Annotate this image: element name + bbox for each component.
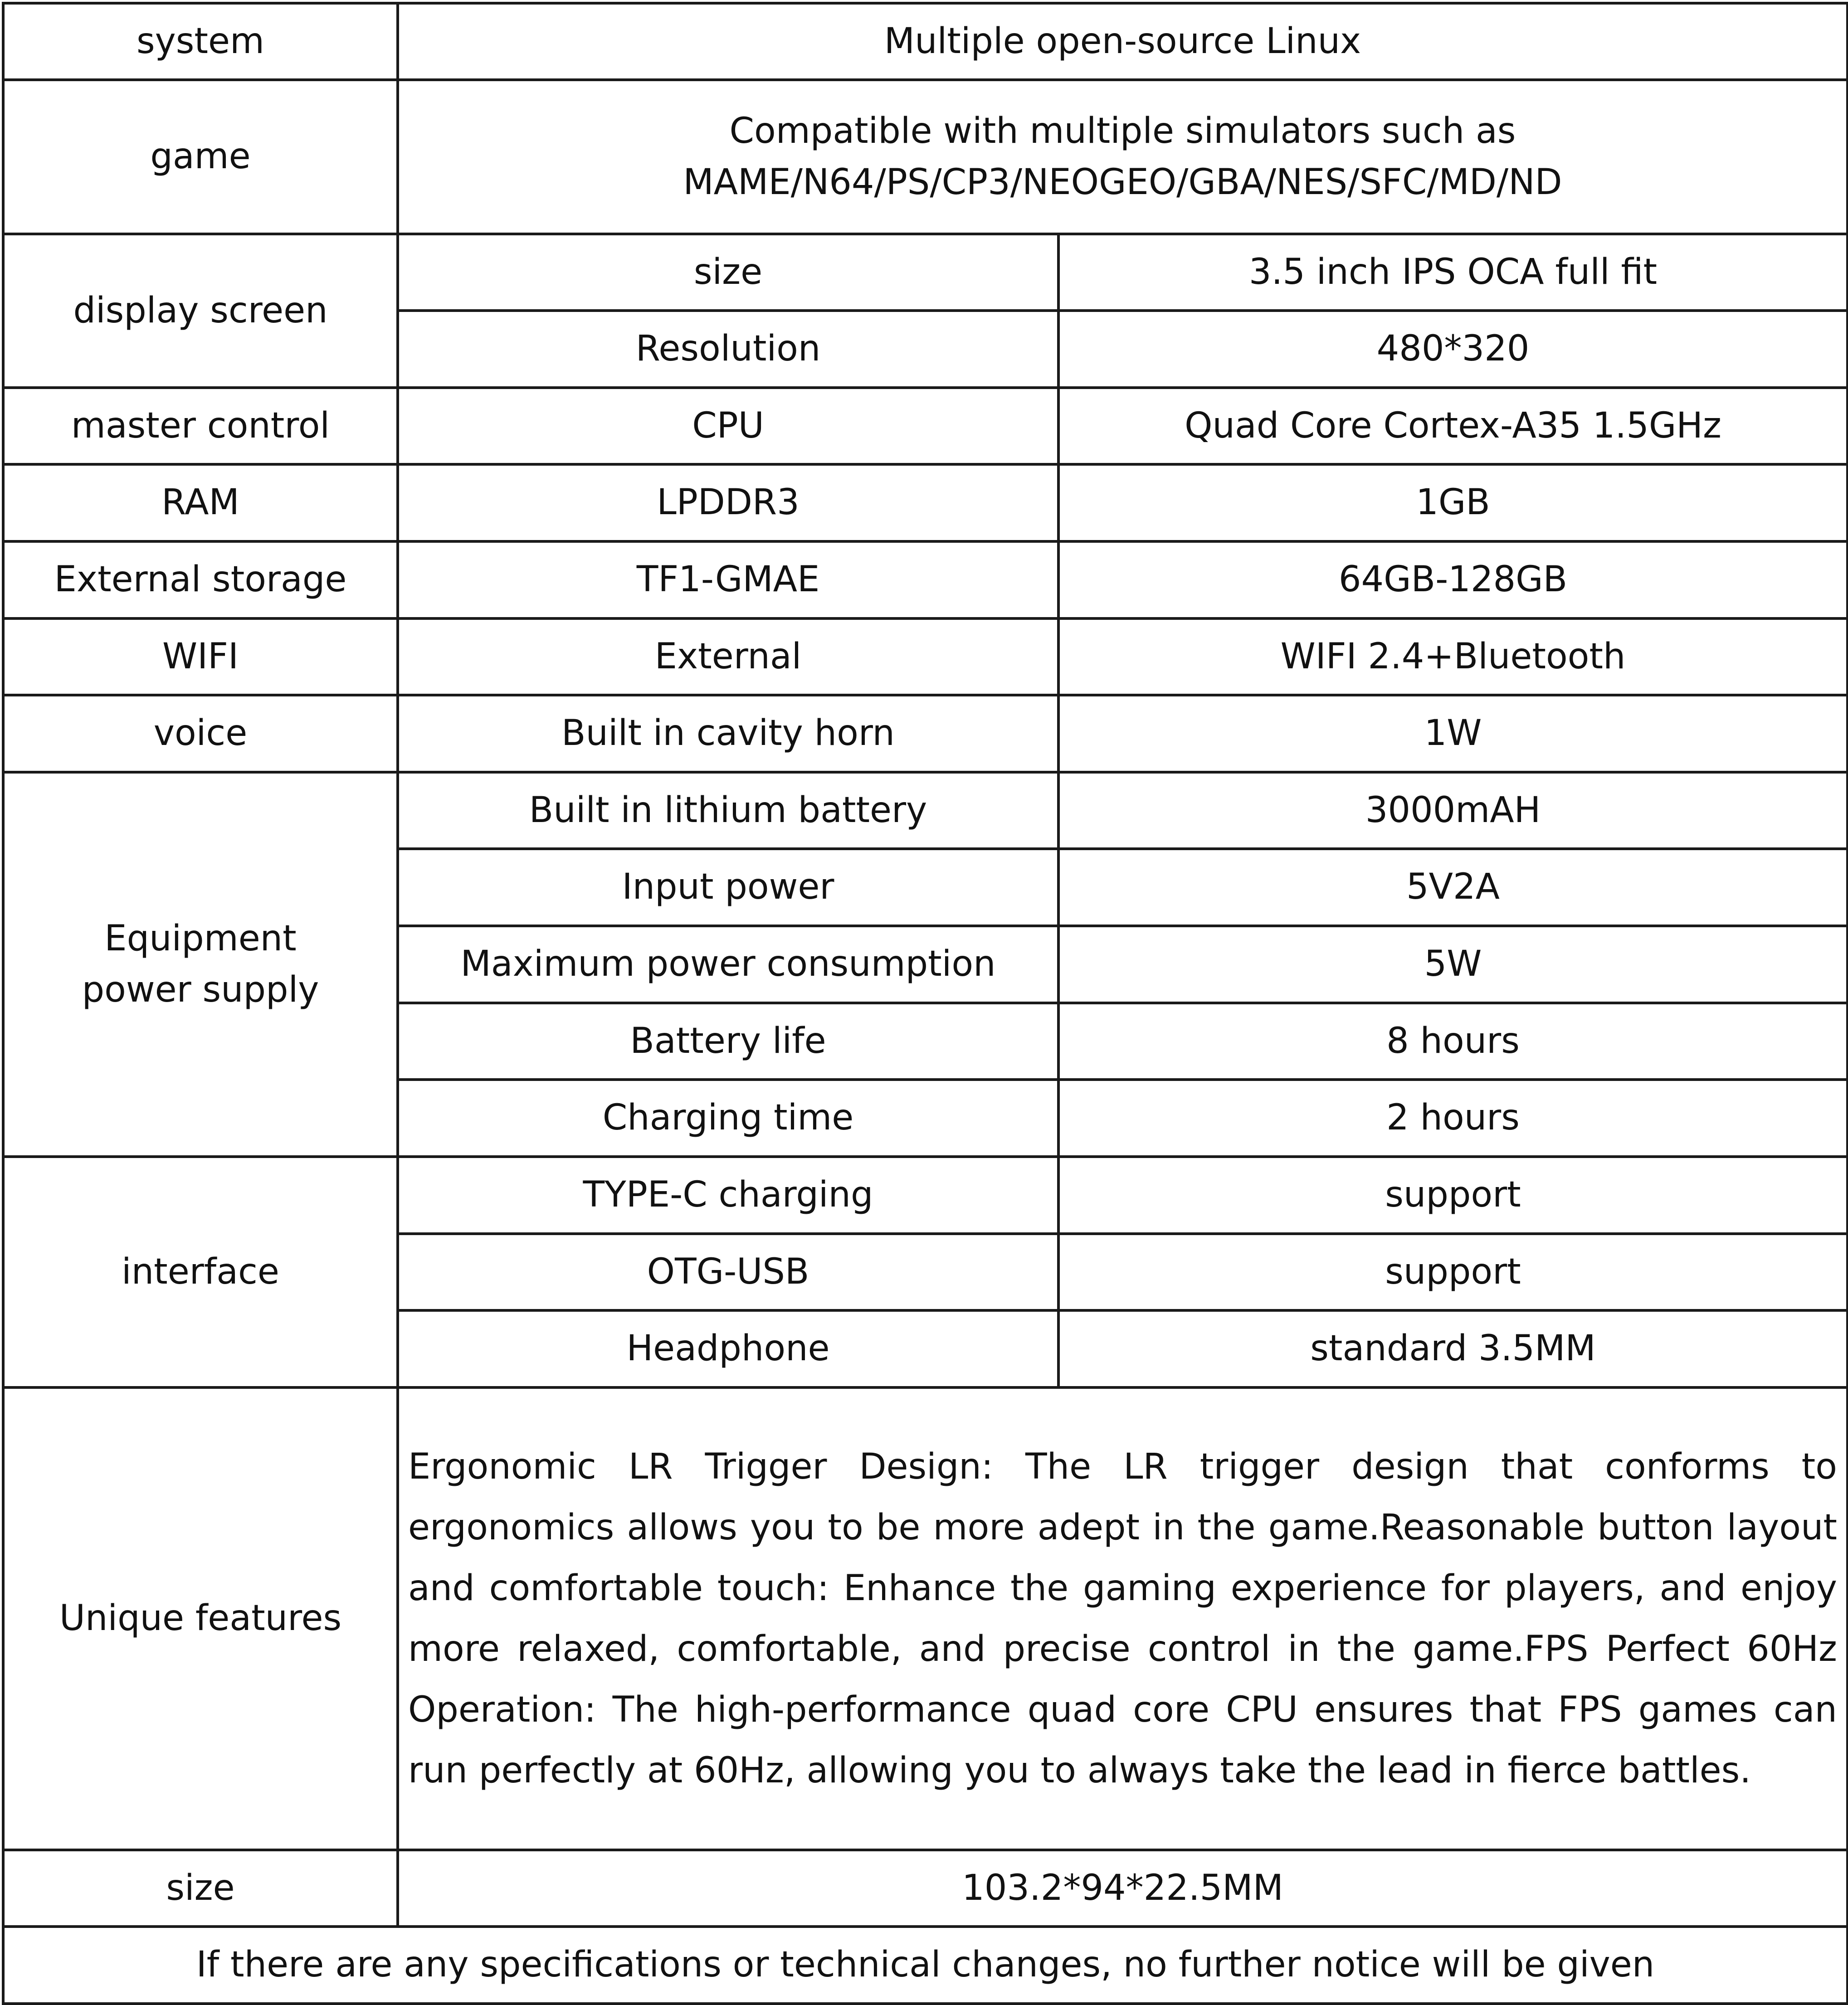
sub-label: TYPE-C charging [398, 1157, 1058, 1234]
value-line: MAME/N64/PS/CP3/NEOGEO/GBA/NES/SFC/MD/ND [683, 162, 1562, 203]
row-value: 2 hours [1058, 1080, 1848, 1157]
row-label: Unique features [3, 1387, 398, 1850]
row-label [3, 772, 398, 1157]
sub-label: Maximum power consumption [398, 926, 1058, 1003]
row-value [398, 80, 1848, 234]
row-master-control [3, 388, 1848, 464]
features-text: Ergonomic LR Trigger Design: The LR trigger design that conforms to ergonomics allows you to be more adept in the game.Reasonable button layout and comfortable touch: Enhance the gaming experience for players, and enjoy more relaxed, comfortable, and precise control in the game.FPS Perfect 60Hz Operation: The high-performance quad core CPU ensures that FPS games can run perfectly at 60Hz, allowing you to always take the lead in fierce battles. [398, 1387, 1848, 1850]
row-value: standard 3.5MM [1058, 1310, 1848, 1387]
row-label: display screen [3, 234, 398, 388]
sub-label: Battery life [398, 1003, 1058, 1080]
row-label: voice [3, 695, 398, 772]
row-value: 3.5 inch IPS OCA full fit [1058, 234, 1848, 311]
row-display-size [3, 234, 1848, 311]
sub-label: OTG-USB [398, 1234, 1058, 1310]
row-label: size [3, 1850, 398, 1927]
sub-label: CPU [398, 388, 1058, 464]
row-value: WIFI 2.4+Bluetooth [1058, 618, 1848, 695]
sub-label: Resolution [398, 311, 1058, 388]
row-value: 480*320 [1058, 311, 1848, 388]
row-size [3, 1850, 1848, 1927]
row-system [3, 3, 1848, 80]
row-label: WIFI [3, 618, 398, 695]
row-power-battery [3, 772, 1848, 849]
row-value: 64GB-128GB [1058, 541, 1848, 618]
row-game [3, 80, 1848, 234]
row-value: 103.2*94*22.5MM [398, 1850, 1848, 1927]
row-label: External storage [3, 541, 398, 618]
row-label: system [3, 3, 398, 80]
row-label: interface [3, 1157, 398, 1387]
row-value: 5W [1058, 926, 1848, 1003]
sub-label: Input power [398, 849, 1058, 926]
row-label: game [3, 80, 398, 234]
label-line: power supply [82, 969, 319, 1010]
row-label: master control [3, 388, 398, 464]
row-value: 5V2A [1058, 849, 1848, 926]
label-line: Equipment [104, 918, 297, 959]
row-value: 3000mAH [1058, 772, 1848, 849]
sub-label: Built in lithium battery [398, 772, 1058, 849]
spec-table [2, 2, 1848, 2005]
row-voice [3, 695, 1848, 772]
sub-label: External [398, 618, 1058, 695]
sub-label: Headphone [398, 1310, 1058, 1387]
sub-label: size [398, 234, 1058, 311]
row-ram [3, 464, 1848, 541]
row-value: 1GB [1058, 464, 1848, 541]
row-interface-typec [3, 1157, 1848, 1234]
row-value: Multiple open-source Linux [398, 3, 1848, 80]
sub-label: LPDDR3 [398, 464, 1058, 541]
row-value: 1W [1058, 695, 1848, 772]
row-label: RAM [3, 464, 398, 541]
value-line: Compatible with multiple simulators such as [729, 110, 1516, 151]
row-wifi [3, 618, 1848, 695]
row-external-storage [3, 541, 1848, 618]
row-value: 8 hours [1058, 1003, 1848, 1080]
sub-label: Built in cavity horn [398, 695, 1058, 772]
row-value: Quad Core Cortex-A35 1.5GHz [1058, 388, 1848, 464]
row-footer [3, 1927, 1848, 2004]
sub-label: Charging time [398, 1080, 1058, 1157]
row-value: support [1058, 1234, 1848, 1310]
row-features [3, 1387, 1848, 1850]
sub-label: TF1-GMAE [398, 541, 1058, 618]
row-value: support [1058, 1157, 1848, 1234]
footer-note: If there are any specifications or technical changes, no further notice will be given [3, 1927, 1848, 2004]
